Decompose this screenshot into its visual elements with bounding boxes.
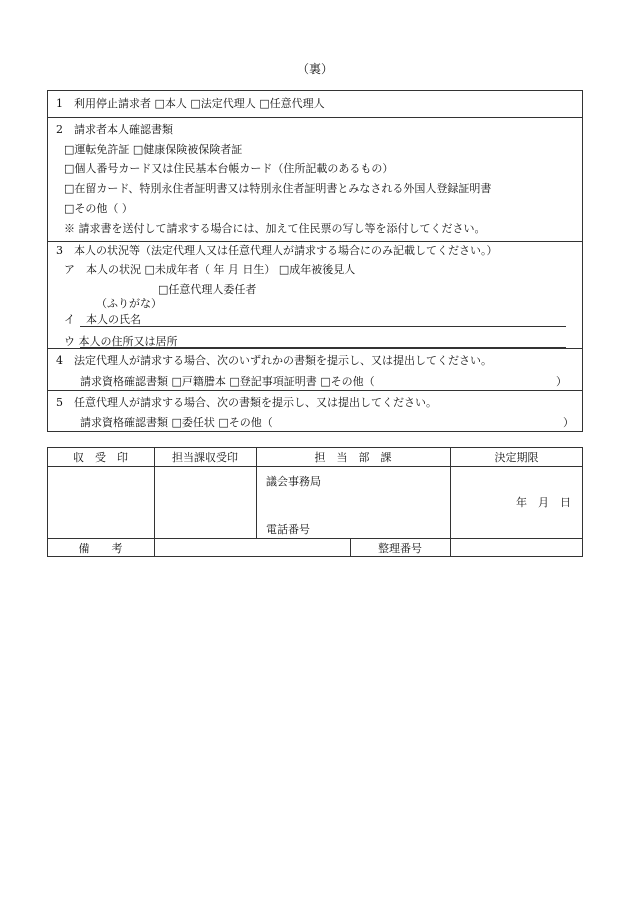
section-receipt-stamp-header: 担当課収受印 <box>172 451 238 464</box>
voluntary-agent-docs-title: 5 任意代理人が請求する場合、次の書類を提示し、又は提出してください。 <box>56 396 437 409</box>
section-divider <box>47 390 583 391</box>
table-divider <box>47 466 583 467</box>
identity-doc-option: □運転免許証 □健康保険被保険者証 <box>64 143 243 156</box>
legal-agent-docs-title: 4 法定代理人が請求する場合、次のいずれかの書類を提示し、又は提出してください。 <box>56 354 492 367</box>
remarks-label: 備 考 <box>78 542 123 555</box>
person-address-field[interactable] <box>80 347 566 348</box>
identity-doc-option: □その他（ ） <box>64 202 133 215</box>
person-status-title: 3 本人の状況等（法定代理人又は任意代理人が請求する場合にのみ記載してください。） <box>56 244 498 257</box>
receipt-stamp-header: 収 受 印 <box>73 451 128 464</box>
person-name-label: イ 本人の氏名 <box>64 313 141 326</box>
table-divider <box>154 447 155 557</box>
furigana-label: （ふりがな） <box>96 297 162 310</box>
deadline-header: 決定期限 <box>494 451 539 464</box>
department-name: 議会事務局 <box>266 475 321 488</box>
section-divider <box>47 348 583 349</box>
identity-doc-option: □個人番号カード又は住民基本台帳カード（住所記載のあるもの） <box>64 162 394 175</box>
reference-number-label: 整理番号 <box>378 542 422 555</box>
legal-agent-docs-line: 請求資格確認書類 □戸籍謄本 □登記事項証明書 □その他（ <box>80 375 375 388</box>
closing-paren: ） <box>556 375 567 388</box>
page-heading: （裏） <box>296 62 333 76</box>
table-divider <box>47 538 583 539</box>
department-header: 担 当 部 課 <box>314 451 392 464</box>
identity-doc-option: □在留カード、特別永住者証明書又は特別永住者証明書とみなされる外国人登録証明書 <box>64 182 492 195</box>
section-divider <box>47 117 583 118</box>
identity-docs-title: 2 請求者本人確認書類 <box>56 123 173 136</box>
person-status-line: □任意代理人委任者 <box>158 283 257 296</box>
requester-type-line: 1 利用停止請求者 □本人 □法定代理人 □任意代理人 <box>56 97 325 110</box>
person-name-field[interactable] <box>80 326 566 327</box>
voluntary-agent-docs-line: 請求資格確認書類 □委任状 □その他（ <box>80 416 273 429</box>
person-address-label: ウ 本人の住所又は居所 <box>64 335 178 348</box>
person-status-line: ア 本人の状況 □未成年者（ 年 月 日生） □成年被後見人 <box>64 263 356 276</box>
table-divider <box>450 447 451 557</box>
phone-label: 電話番号 <box>266 523 310 536</box>
mail-request-note: ※ 請求書を送付して請求する場合には、加えて住民票の写し等を添付してください。 <box>64 222 486 235</box>
deadline-date: 年 月 日 <box>516 496 571 509</box>
section-divider <box>47 241 583 242</box>
closing-paren: ） <box>563 416 574 429</box>
